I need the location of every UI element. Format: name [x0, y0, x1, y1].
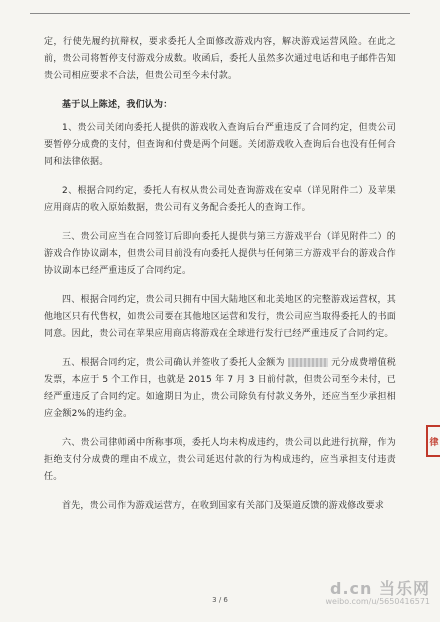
document-body [44, 34, 396, 527]
paragraph-point-4: 四、根据合同约定，贵公司只拥有中国大陆地区和北美地区的完整游戏运营权，其他地区只有代售权，如贵公司要在其他地区运营和发行，贵公司应当取得委托人的书面同意。因此，贵公司在苹果应用商店将游戏在全球进行发行已经严重违反了合同约定。 [44, 295, 396, 339]
top-rule [30, 13, 410, 14]
paragraph-first: 首先，贵公司作为游戏运营方，在收到国家有关部门及渠道反馈的游戏修改要求 [62, 501, 385, 511]
paragraph-continuation: 定，行使先履约抗辩权，要求委托人全面修改游戏内容，解决游戏运营风险。在此之前，贵公司将暂停支付游戏分成数。收函后，委托人虽然多次通过电话和电子邮件告知贵公司相应要求不合法，但贵公司至今未付款。 [44, 37, 396, 81]
side-tab: 律 [426, 425, 440, 457]
section-heading: 基于以上陈述，我们认为： [62, 100, 173, 110]
watermark-url: weibo.com/u/5650416571 [325, 597, 430, 606]
paragraph-point-6: 六、贵公司律师函中所称事项，委托人均未构成违约，贵公司以此进行抗辩，作为拒绝支付分成费的理由不成立，贵公司延迟付款的行为构成违约，应当承担支付违责任。 [44, 438, 396, 482]
paragraph-point-5-start: 五、根据合同约定，贵公司确认并签收了委托人金额为 [62, 358, 285, 368]
paragraph-point-1: 1、贵公司关闭向委托人提供的游戏收入查询后台严重违反了合同约定，但贵公司要暂停分成费的支付，但查询和付费是两个问题。关闭游戏收入查询后台也没有任何合同和法律依据。 [44, 123, 396, 167]
watermark-logo: d.cn 当乐网 [330, 579, 430, 598]
redacted-amount [288, 358, 328, 367]
paragraph-point-2: 2、根据合同约定，委托人有权从贵公司处查询游戏在安卓（详见附件二）及苹果应用商店的收入原始数据，贵公司有义务配合委托人的查询工作。 [44, 186, 396, 213]
page-number: 3 / 6 [212, 596, 228, 604]
paragraph-point-3: 三、贵公司应当在合同签订后即向委托人提供与第三方游戏平台（详见附件二）的游戏合作协议副本，但贵公司目前没有向委托人提供与任何第三方游戏平台的游戏合作协议副本已经严重违反了合同约定。 [44, 232, 396, 276]
paragraph-point-5-end: 元分成费增值税发票，本应于 5 个工作日，也就是 2015 年 7 月 3 日前付款，但贵公司至今未付，已经严重违反了合同约定。如逾期日为止，贵公司除负有付款义务外，还应当至少承担相应金额2%的违约金。 [44, 358, 397, 419]
watermark [325, 576, 430, 606]
paragraph-point-5 [44, 355, 396, 423]
